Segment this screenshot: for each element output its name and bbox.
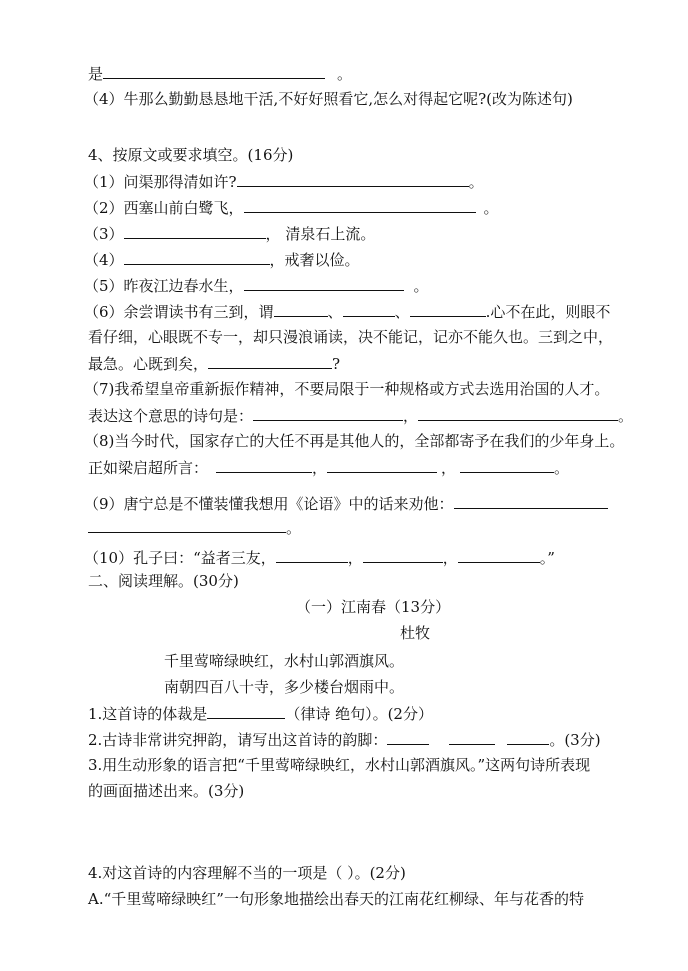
answer-blank[interactable] [244, 274, 404, 291]
reading-question-3: 3.用生动形象的语言把“千里莺啼绿映红，水村山郭酒旗风。”这两句诗所表现 [88, 756, 591, 774]
reading-question-3-cont: 的画面描述出来。(3分) [88, 782, 245, 800]
text: ， [441, 459, 457, 477]
reading-question-1 [88, 702, 433, 724]
answer-blank[interactable] [103, 62, 325, 79]
answer-blank[interactable] [237, 170, 469, 187]
fill-item-4 [84, 248, 360, 270]
answer-blank[interactable] [124, 222, 266, 239]
text: 。 [618, 407, 634, 425]
answer-blank[interactable] [208, 352, 332, 369]
answer-blank[interactable] [410, 300, 486, 317]
text: 。 [413, 277, 429, 295]
text: .心不在此，则眼不 [485, 303, 611, 321]
fill-item-1 [84, 170, 484, 192]
answer-blank[interactable] [88, 516, 286, 533]
answer-line-row [88, 62, 352, 84]
poem-section-title: （一）江南春（13分） [296, 598, 451, 616]
fill-item-2 [84, 196, 499, 218]
answer-blank[interactable] [363, 546, 443, 563]
text: 1.这首诗的体裁是 [88, 705, 208, 723]
fill-item-7-answer [88, 404, 633, 426]
poem-author: 杜牧 [400, 624, 431, 642]
text: （3） [84, 225, 124, 243]
answer-blank[interactable] [216, 456, 312, 473]
text: 最急。心既到矣， [88, 355, 209, 373]
text: 。 [483, 199, 499, 217]
fill-item-8-answer [88, 456, 569, 478]
answer-blank[interactable] [460, 456, 554, 473]
answer-blank[interactable] [274, 300, 328, 317]
text: 。(3分) [549, 731, 601, 749]
fill-item-8: （8)当今时代，国家存亡的大任不再是其他人的，全部都寄予在我们的少年身上。 [84, 432, 625, 450]
answer-blank[interactable] [207, 702, 285, 719]
text: 。 [286, 519, 302, 537]
poem-line-1: 千里莺啼绿映红，水村山郭酒旗风。 [164, 652, 405, 670]
text: 是 [88, 65, 104, 83]
fill-item-6-cont: 看仔细，心眼既不专一，却只漫浪诵读，决不能记，记亦不能久也。三到之中， [88, 328, 614, 346]
text: （律诗 绝句）。(2分） [285, 705, 433, 723]
fill-item-10 [84, 546, 555, 568]
reading-question-4: 4.对这首诗的内容理解不当的一项是（ ）。(2分) [88, 864, 406, 882]
answer-blank[interactable] [454, 492, 608, 509]
text: ? [332, 355, 341, 373]
text: ， [403, 407, 419, 425]
answer-blank[interactable] [418, 404, 618, 421]
text: （2）西塞山前白鹭飞， [84, 199, 244, 217]
answer-blank[interactable] [244, 196, 476, 213]
text: ， 清泉石上流。 [265, 225, 376, 243]
text: 。 [337, 65, 353, 83]
text: 。” [539, 549, 555, 567]
text: ， [347, 549, 363, 567]
text: （10）孔子曰：“益者三友， [84, 549, 276, 567]
answer-blank[interactable] [449, 728, 495, 745]
answer-blank[interactable] [276, 546, 348, 563]
fill-item-7: （7)我希望皇帝重新振作精神，不要局限于一种规格或方式去选用治国的人才。 [84, 380, 610, 398]
answer-blank[interactable] [124, 248, 270, 265]
text: （6）余尝谓读书有三到，谓 [84, 303, 274, 321]
answer-blank[interactable] [507, 728, 549, 745]
answer-blank[interactable] [327, 456, 437, 473]
text: ， [442, 549, 458, 567]
answer-blank[interactable] [253, 404, 403, 421]
text: （1）问渠那得清如许? [84, 173, 237, 191]
text: 、 [394, 303, 410, 321]
fill-item-6-end [88, 352, 340, 374]
answer-blank[interactable] [387, 728, 429, 745]
section-heading-fill-in: 4、按原文或要求填空。(16分) [88, 146, 294, 164]
text: 表达这个意思的诗句是： [88, 407, 254, 425]
answer-blank[interactable] [343, 300, 395, 317]
text: 、 [327, 303, 343, 321]
fill-item-5 [84, 274, 429, 296]
text: 2.古诗非常讲究押韵，请写出这首诗的韵脚： [88, 731, 388, 749]
text: 。 [554, 459, 570, 477]
text: ， [312, 459, 328, 477]
fill-item-9 [84, 492, 608, 514]
text: （5）昨夜江边春水生， [84, 277, 244, 295]
section-heading-reading: 二、阅读理解。(30分) [88, 572, 239, 590]
text: （9）唐宁总是不懂装懂我想用《论语》中的话来劝他： [84, 495, 454, 513]
question-4-sentence: （4）牛那么勤勤恳恳地干活,不好好照看它,怎么对得起它呢?(改为陈述句) [84, 90, 573, 108]
text: 正如梁启超所言： [88, 459, 209, 477]
fill-item-9-cont [88, 516, 301, 538]
text: 。 [468, 173, 484, 191]
reading-question-2 [88, 728, 601, 750]
fill-item-3 [84, 222, 375, 244]
option-a: A.“千里莺啼绿映红”一句形象地描绘出春天的江南花红柳绿、年与花香的特 [88, 890, 584, 908]
text: ，戒奢以俭。 [269, 251, 360, 269]
poem-line-2: 南朝四百八十寺，多少楼台烟雨中。 [164, 678, 405, 696]
fill-item-6 [84, 300, 610, 322]
text: （4） [84, 251, 124, 269]
answer-blank[interactable] [458, 546, 540, 563]
